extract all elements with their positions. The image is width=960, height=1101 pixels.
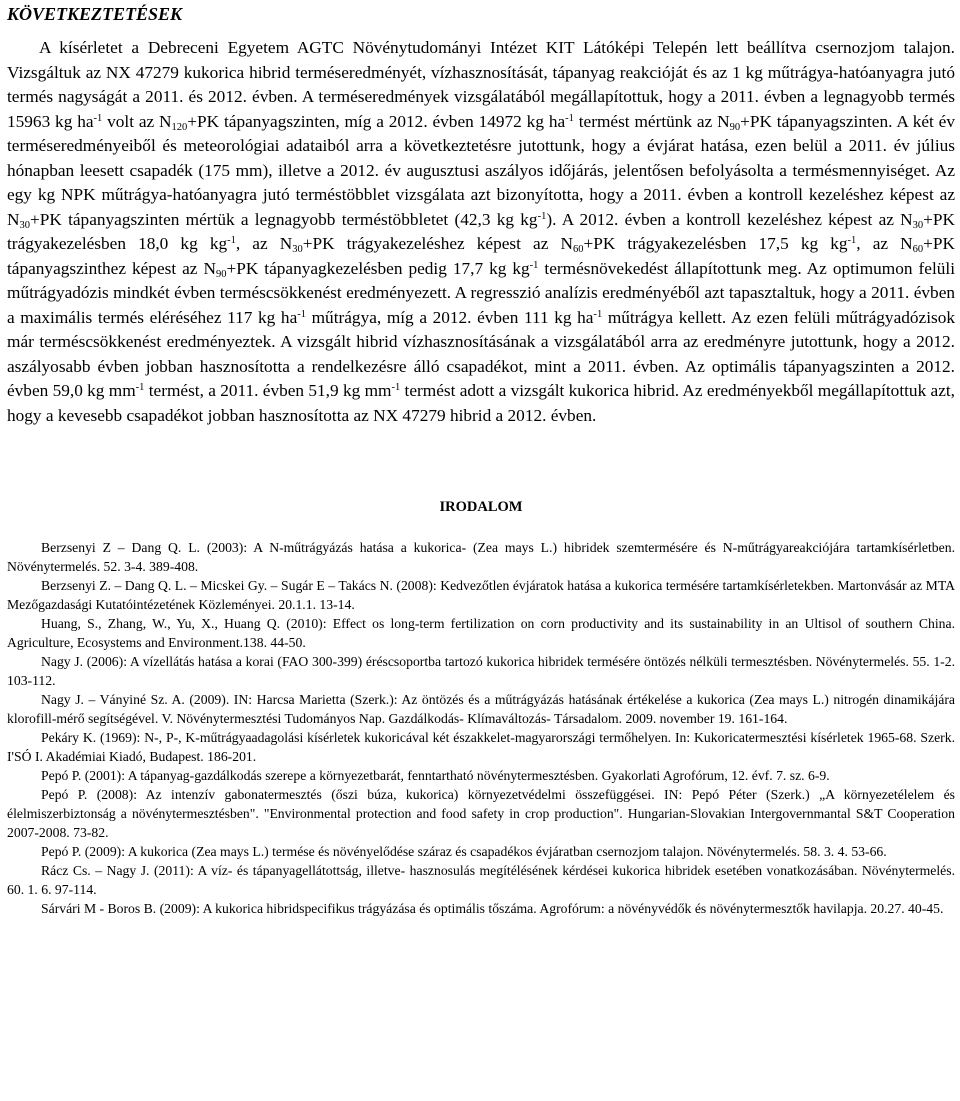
subscript: 60	[572, 244, 584, 255]
reference-entry: Sárvári M - Boros B. (2009): A kukorica hibridspecifikus trágyázása és optimális tőszáma. Agrofórum: a növényvédők és növénytermesztők havilapja. 20.27. 40-45.	[41, 901, 944, 916]
subscript: 90	[215, 268, 227, 280]
superscript: -1	[847, 235, 857, 246]
superscript: -1	[93, 112, 103, 124]
subscript: 30	[292, 244, 303, 255]
conclusions-paragraph	[7, 36, 955, 428]
text-run: +PK tápanyagkezelésben pedig 17,7 kg kg	[226, 258, 530, 278]
text-run: +PK tápanyagszinten. A két év terméseredményeiből és meteorológiai adataiból arra a következtetésre jutottunk, hogy a évjárat hatása, ezen belül a 2011. év július hónapban leesett csapadék (175 mm), illetve a 2012. év augusztusi aszályos időjárás, jelentősen befolyásolta a termésmennyiséget. Az egy kg NPK műtrágya-hatóanyagra jutó terméstöbblet vizsgálata azt bizonyította, hogy a 2011. évben a kontroll kezeléshez képest az N	[7, 111, 955, 229]
text-run: A kísérletet a Debreceni Egyetem AGTC Növénytudományi Intézet KIT Látóképi Telepén lett beállítva csernozjom talajon. Vizsgáltuk az NX 47279 kukorica hibrid terméseredményét, vízhasznosítását, tápanyag reakcióját és az 1 kg műtrágya-hatóanyagra jutó termés nagyságát a 2011. és 2012. évben. A terméseredmények vizsgálatából megállapítottuk, hogy a 2011. évben a legnagyobb termés 15963 kg ha	[7, 38, 955, 131]
subscript: 90	[729, 121, 741, 133]
superscript: -1	[593, 308, 603, 320]
reference-entry: Nagy J. – Ványiné Sz. A. (2009). IN: Harcsa Marietta (Szerk.): Az öntözés és a műtrágyázás hatásának értékelése a kukorica (Zea mays L.) nitrogén dinamikájára klorofill-mérő segítségével. V. Növénytermesztési Tudományos Nap. Gazdálkodás- Klímaváltozás- Társadalom. 2009. november 19. 161-164.	[7, 692, 955, 726]
superscript: -1	[537, 210, 547, 222]
document-page	[7, 0, 955, 918]
text-run: termésnövekedést állapítottunk meg. Az optimumon felüli műtrágyadózis mindkét évben terméscsökkenést eredményezett. A regresszió analízis eredményéből azt tapasztaltuk, hogy a 2011. évben a maximális termés eléréséhez 117 kg ha	[7, 258, 955, 327]
text-run: +PK tápanyagszinten, míg a 2012. évben 14972 kg ha	[187, 111, 566, 131]
text-run: +PK trágyakezelésben 18,0 kg kg	[7, 209, 955, 253]
reference-entry: Berzsenyi Z – Dang Q. L. (2003): A N-műtrágyázás hatása a kukorica- (Zea mays L.) hibridek szemtermésére és N-műtrágyareakciójára tartamkísérletben. Növénytermelés. 52. 3-4. 389-408.	[7, 540, 955, 574]
subscript: 60	[912, 244, 924, 255]
text-run: ). A 2012. évben a kontroll kezeléshez képest az N	[546, 209, 913, 229]
text-run: műtrágya, míg a 2012. évben 111 kg ha	[306, 307, 594, 327]
reference-entry: Pepó P. (2009): A kukorica (Zea mays L.) termése és növényelődése száraz és csapadékos évjáratban csernozjom talajon. Növénytermelés. 58. 3. 4. 53-66.	[41, 844, 887, 859]
text-run: termést, a 2011. évben 51,9 kg mm	[144, 381, 392, 400]
section-heading: KÖVETKEZTETÉSEK	[7, 4, 183, 24]
text-run: +PK tápanyagszinten mértük a legnagyobb terméstöbbletet (42,3 kg kg	[29, 209, 538, 229]
subscript: 30	[19, 219, 30, 231]
subscript: 120	[171, 121, 188, 133]
text-run: +PK tápanyagszinthez képest az N	[7, 234, 955, 278]
text-run: , az N	[235, 234, 293, 253]
superscript: -1	[391, 382, 401, 393]
reference-entry: Huang, S., Zhang, W., Yu, X., Huang Q. (2010): Effect os long-term fertilization on corn productivity and its sustainability in an Ultisol of southern China. Agriculture, Ecosystems and Environment.138. 44-50.	[7, 616, 955, 650]
text-run: volt az N	[102, 111, 172, 131]
reference-entry: Pekáry K. (1969): N-, P-, K-műtrágyaadagolási kísérletek kukoricával két északkelet-magyarországi termőhelyen. In: Kukoricatermesztési kísérletek 1965-68. Szerk. I'SÓ I. Akadémiai Kiadó, Budapest. 186-201.	[7, 730, 955, 764]
superscript: -1	[529, 259, 539, 271]
reference-entry: Rácz Cs. – Nagy J. (2011): A víz- és tápanyagellátottság, illetve- hasznosulás megítélésének kérdései kukorica hibridek esetében vonatkozásában. Növénytermelés. 60. 1. 6. 97-114.	[7, 863, 955, 897]
text-run: műtrágya kellett. Az ezen felüli műtrágyadózisok már terméscsökkenést eredményeztek. A vizsgált hibrid vízhasznosításának a vizsgálatából arra az eredményre jutottunk, hogy a 2012. aszályosabb évben jobban hasznosította a rendelkezésre álló csapadékot, mint a 2011. évben. Az optimális tápanyagszinten a 2012. évben 59,0 kg mm	[7, 307, 956, 400]
subscript: 30	[912, 219, 924, 231]
reference-entry: Nagy J. (2006): A vízellátás hatása a korai (FAO 300-399) éréscsoportba tartozó kukorica hibridek termésére öntözés nélküli termesztésben. Növénytermelés. 55. 1-2. 103-112.	[7, 654, 955, 688]
reference-entry: Berzsenyi Z. – Dang Q. L. – Micskei Gy. – Sugár E – Takács N. (2008): Kedvezőtlen évjáratok hatása a kukorica termésére tartamkísérletekben. Martonvásár az MTA Mezőgazdasági Kutatóintézetének Közleményei. 20.1.1. 13-14.	[7, 578, 955, 612]
text-run: termést adott a vizsgált kukorica hibrid. Az eredményekből megállapítottuk azt, hogy a kevesebb csapadékot jobban hasznosította az NX 47279 hibrid a 2012. évben.	[7, 381, 955, 425]
superscript: -1	[135, 382, 145, 393]
reference-list	[7, 538, 955, 918]
text-run: +PK trágyakezelésben 17,5 kg kg	[583, 234, 848, 253]
reference-entry: Pepó P. (2008): Az intenzív gabonatermesztés (őszi búza, kukorica) környezetvédelmi összefüggései. IN: Pepó Péter (Szerk.) „A környezetélelem és élelmiszerbiztonság a növénytermesztésben". "Environmental protection and food safety in crop production". Hungarian-Slovakian Intergovernmantal S&T Cooperation 2007-2008. 73-82.	[7, 787, 955, 840]
text-run: +PK trágyakezeléshez képest az N	[302, 234, 573, 253]
superscript: -1	[227, 235, 236, 246]
superscript: -1	[565, 112, 574, 124]
reference-entry: Pepó P. (2001): A tápanyag-gazdálkodás szerepe a környezetbarát, fenntartható növénytermesztésben. Gyakorlati Agrofórum, 12. évf. 7. sz. 6-9.	[41, 768, 830, 783]
superscript: -1	[297, 308, 306, 320]
references-title: IRODALOM	[439, 499, 523, 515]
text-run: , az N	[856, 234, 913, 253]
text-run: termést mértünk az N	[573, 111, 730, 131]
